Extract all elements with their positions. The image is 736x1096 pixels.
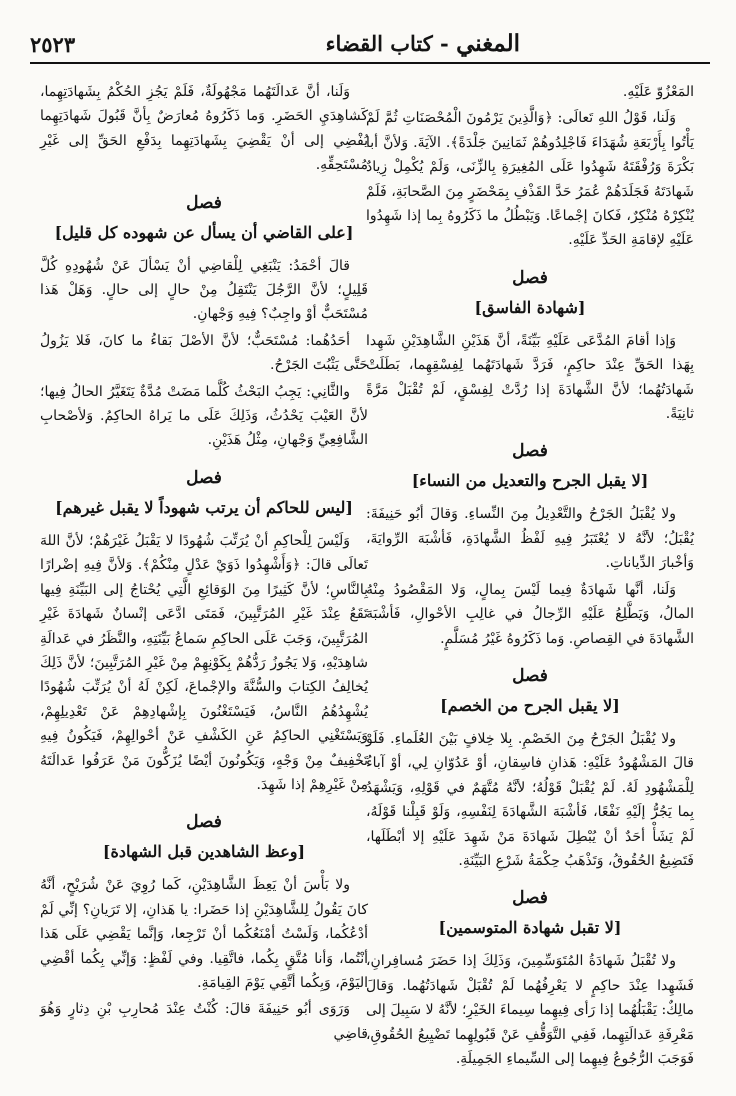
book-name: المغني (456, 30, 520, 57)
section-title: [شهادة الفاسق] (474, 297, 586, 317)
paragraph: ولا تُقْبَلُ شَهادَةُ المُتَوَسِّمِينَ، وَذَلِكَ إذا حَضَرَ مُسافِرانِ، فَشَهِدا عِنْدَ حاكِمٍ لا يَعْرِفُهُما لَمْ تُقْبَلْ شَهادَتُهُما. وَقالَ مالِكٌ: يَقْبَلُهُما إذا رَأى فِيهِما سِيماءَ الخَيْرِ؛ لأنَّهُ لا سَبِيلَ إلى مَعْرِفَةِ عَدالَتِهِما، فَفِي التَّوَقُّفِ عَنْ قَبُولِهِما تَضْيِيعُ الحُقُوقِ، فَوَجَبَ الرُّجُوعُ فِيهِما إلى السِّيماءِ الجَمِيلَةِ. (366, 953, 694, 1067)
paragraph: ولا يُقْبَلُ الجَرْحُ والتَّعْدِيلُ مِنَ النِّساءِ. وَقالَ أبُو حَنِيفَةَ: يُقْبَلُ؛ لأنَّهُ لا يُعْتَبَرُ فِيهِ لَفْظُ الشَّهادَةِ، فَأشْبَهَ الرِّوايَةَ، وَأخْبارَ الدِّياناتِ. (366, 506, 694, 572)
section-label: فصل (512, 267, 548, 288)
section-title: [وعظ الشاهدين قبل الشهادة] (102, 842, 306, 862)
section-label: فصل (512, 441, 548, 462)
right-column (366, 80, 694, 1073)
paragraph: وَلَنا، قَوْلُ اللهِ تَعالَى: ﴿وَالَّذِينَ يَرْمُونَ الْمُحْصَنَاتِ ثُمَّ لَمْ يَأْتُوا بِأَرْبَعَةِ شُهَدَاءَ فَاجْلِدُوهُمْ ثَمَانِينَ جَلْدَةً﴾. الآيَةَ. وَلأنَّ أبا بَكْرَةَ وَرُفْقَتَهُ شَهِدُوا عَلَى المُغِيرَةِ بِالزِّنَى، وَلَمْ يُكْمِلْ زِيادٌ شَهادَتَهُ فَجَلَدَهُمْ عُمَرُ حَدَّ القَذْفِ بِمَحْضَرٍ مِنَ الصَّحابَةِ، فَلَمْ يُنْكِرْهُ مُنْكِرٌ، فَكانَ إجْماعًا. وَيَبْطُلُ ما ذَكَرُوهُ بِما إذا شَهِدُوا عَلَيْهِ لإقامَةِ الحَدِّ عَلَيْهِ. (366, 110, 694, 249)
paragraph: ولا يُقْبَلُ الجَرْحُ مِنَ الخَصْمِ. بِلا خِلافٍ بَيْنَ العُلَماءِ. فَلَوْ قالَ المَشْهُودُ عَلَيْهِ: هَذانِ فاسِقانِ، أوْ عَدُوّانِ لِي، أوْ آباءُ لِلْمَشْهُودِ لَهُ. لَمْ يُقْبَلْ قَوْلُهُ؛ لأنَّهُ مُتَّهَمٌ في قَوْلِهِ، وَيَشْهَدُ بِما يَجُرُّ إلَيْهِ نَفْعًا، فَأشْبَهَ الشَّهادَةَ لِنَفْسِهِ، وَلَوْ قَبِلْنا قَوْلَهُ، لَمْ يَشَأْ أحَدٌ أنْ يُبْطِلَ شَهادَةَ مَنْ شَهِدَ عَلَيْهِ إلا أبْطَلَها، فَتَضِيعُ الحُقُوقُ، وَتَذْهَبُ حِكْمَةُ شَرْعِ البَيِّنَةِ. (366, 730, 694, 869)
chapter-name: كتاب القضاء (325, 31, 433, 56)
section-label: فصل (512, 888, 548, 909)
paragraph: والثَّانِي: يَجِبُ البَحْثُ كُلَّما مَضَتْ مُدَّةٌ يَتَغَيَّرُ الحالُ فِيها؛ لأنَّ العَيْبَ يَحْدُثُ، وَذَلِكَ عَلَى ما يَراهُ الحاكِمُ. وَلأصْحابِ الشَّافِعِيِّ وَجْهانِ، مِثْلُ هَذَيْنِ. (40, 383, 368, 449)
section-title: [على القاضي أن يسأل عن شهوده كل قليل] (54, 222, 354, 242)
section-label: فصل (186, 192, 222, 213)
section-label: فصل (186, 467, 222, 488)
section-title: [لا يقبل الجرح والتعديل من النساء] (411, 471, 649, 491)
section-title: [ليس للحاكم أن يرتب شهوداً لا يقبل غيرهم] (55, 497, 353, 517)
paragraph: وَإذا أقامَ المُدَّعَى عَلَيْهِ بَيِّنَةً، أنَّ هَذَيْنِ الشَّاهِدَيْنِ شَهِدا بِهَذا الحَقِّ عِنْدَ حاكِمٍ، فَرَدَّ شَهادَتَهُما لِفِسْقِهِما، بَطَلَتْ شَهادَتُهُما؛ لأنَّ الشَّهادَةَ إذا رُدَّتْ لِفِسْقٍ، لَمْ تُقْبَلْ مَرَّةً ثانِيَةً. (366, 332, 694, 423)
left-column (40, 80, 368, 1048)
section-title: [لا تقبل شهادة المتوسمين] (438, 918, 622, 938)
section-label: فصل (186, 812, 222, 833)
running-title (326, 30, 520, 57)
page-number: ٢٥٢٣ (30, 32, 76, 57)
paragraph: وَلَنا، أنَّ عَدالَتَهُما مَجْهُولَةٌ، فَلَمْ يَجُزِ الحُكْمُ بِشَهادَتِهِما، كَشاهِدَيِ الحَضَرِ. وَما ذَكَرُوهُ مُعارَضٌ بِأنَّ قَبُولَ شَهادَتِهِما يُفْضِي إلى أنْ يَقْضِيَ بِشَهادَتِهِما بِدَفْعِ الحَقِّ إلى غَيْرِ مُسْتَحِقِّهِ. (40, 84, 368, 174)
section-title: [لا يقبل الجرح من الخصم] (440, 695, 620, 715)
paragraph: وَرَوَى أبُو حَنِيفَةَ قالَ: كُنْتُ عِنْدَ مُحارِبِ بْنِ دِثارٍ وَهُوَ قاضِي (40, 1001, 368, 1042)
section-label: فصل (512, 665, 548, 686)
paragraph: أحَدُهُما: مُسْتَحَبٌّ؛ لأنَّ الأصْلَ بَقاءُ ما كانَ، فَلا يَزُولُ حَتَّى يَثْبُتَ الجَرْحُ. (40, 332, 368, 374)
paragraph: وَلَنا، أنَّها شَهادَةٌ فِيما لَيْسَ بِمالٍ، وَلا المَقْصُودُ مِنْهُ المالُ، وَيَطَّلِعُ عَلَيْهِ الرِّجالُ في غالِبِ الأحْوالِ، فَأشْبَهَ الشَّهادَةَ في القِصاصِ. وَما ذَكَرُوهُ غَيْرُ مُسَلَّمٍ. (366, 581, 694, 647)
paragraph: ولا بَأْسَ أنْ يَعِظَ الشَّاهِدَيْنِ، كَما رُوِيَ عَنْ شُرَيْحٍ، أنَّهُ كانَ يَقُولُ لِلشَّاهِدَيْنِ إذا حَضَرا: يا هَذانِ، إلا تَرَيانِ؟ إنِّي لَمْ أدْعُكُما، وَلَسْتُ أمْنَعُكُما أنْ تَرْجِعا، وَإنَّما يَقْضِي عَلَى هَذا أنْتُما، وَأنا مُتَّقٍ بِكُما، فاتَّقِيا. وفي لَفْظٍ: وَإنِّي بِكُما أقْضِي اليَوْمَ، وَبِكُما أتَّقِي يَوْمَ القِيامَةِ. (40, 877, 368, 991)
paragraph: المَعْزُوّ عَلَيْهِ. (622, 84, 694, 100)
title-separator: - (432, 31, 457, 56)
page-header (30, 30, 710, 64)
paragraph: وَلَيْسَ لِلْحاكِمِ أنْ يُرَتِّبَ شُهُودًا لا يَقْبَلُ غَيْرَهُمْ؛ لأنَّ اللهَ تَعالَى قالَ: ﴿وَأَشْهِدُوا ذَوَيْ عَدْلٍ مِنْكُمْ﴾. وَلأنَّ فِيهِ إضْرارًا بِالنَّاسِ؛ لأنَّ كَثِيرًا مِنَ الوَقائِعِ الَّتِي يُحْتاجُ إلى البَيِّنَةِ فِيها تَقَعُ عِنْدَ غَيْرِ المُرَتَّبِينَ، فَمَتَى ادَّعَى إنْسانٌ شَهادَةَ غَيْرِ المُرَتَّبِينَ، وَجَبَ عَلَى الحاكِمِ سَماعُ بَيِّنَتِهِ، والنَّظَرُ في عَدالَةِ شاهِدَيْهِ، وَلا يَجُوزُ رَدُّهُمْ بِكَوْنِهِمْ مِنْ غَيْرِ المُرَتَّبِينَ؛ لأنَّ ذَلِكَ يُخالِفُ الكِتابَ والسُّنَّةَ والإجْماعَ، لَكِنْ لَهُ أنْ يُرَتِّبَ شُهُودًا يُشْهِدُهُمُ النَّاسُ، فَيَسْتَغْنُونَ بِإشْهادِهِمْ عَنْ تَعْدِيلِهِمْ، وَيَسْتَغْنِي الحاكِمُ عَنِ الكَشْفِ عَنْ أحْوالِهِمْ، فَيَكُونُ فِيهِ تَخْفِيفٌ مِنْ وَجْهٍ، وَيَكُونُونَ أيْضًا يُزَكُّونَ مَنْ عَرَفُوا عَدالَتَهُ مِنْ غَيْرِهِمْ إذا شَهِدَ. (40, 532, 368, 793)
paragraph: قالَ أحْمَدُ: يَنْبَغِي لِلْقاضِي أنْ يَسْألَ عَنْ شُهُودِهِ كُلَّ قَلِيلٍ؛ لأنَّ الرَّجُلَ يَنْتَقِلُ مِنْ حالٍ إلى حالٍ. وَهَلْ هَذا مُسْتَحَبٌّ أوْ واجِبٌ؟ فِيهِ وَجْهانِ. (40, 257, 368, 323)
